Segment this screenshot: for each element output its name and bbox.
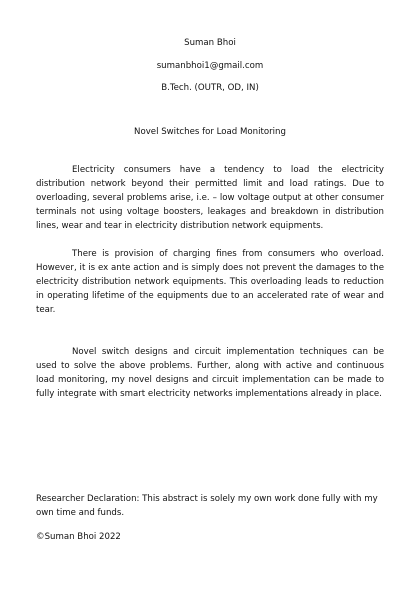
author-degree: B.Tech. (OUTR, OD, IN) — [161, 83, 259, 93]
paragraph-3: Novel switch designs and circuit implementation techniques can be used to solve the above problems. Further, along with active and continuous load monitoring, my novel designs and circuit implementation can be made to fully integrate with smart electricity networks implementations already in place. — [36, 347, 384, 399]
paragraph-1: Electricity consumers have a tendency to load the electricity distribution network beyond their permitted limit and load ratings. Due to overloading, several problems arise, i.e. – low voltage output at other consumer terminals not using voltage boosters, leakages and breakdown in distribution lines, wear and tear in electricity distribution network equipments. — [36, 165, 384, 231]
author-name: Suman Bhoi — [184, 38, 236, 48]
author-email: sumanbhoi1@gmail.com — [156, 61, 264, 71]
paragraph-2: There is provision of charging fines from consumers who overload. However, it is ex ante action and is simply does not prevent the damages to the electricity distribution network equipments. This overloading leads to reduction in operating lifetime of the equipments due to an accelerated rate of wear and tear. — [36, 249, 384, 315]
researcher-declaration: Researcher Declaration: This abstract is solely my own work done fully with my own time and funds. — [36, 494, 378, 518]
copyright-notice: ©Suman Bhoi 2022 — [36, 532, 121, 542]
document-title: Novel Switches for Load Monitoring — [134, 127, 286, 137]
